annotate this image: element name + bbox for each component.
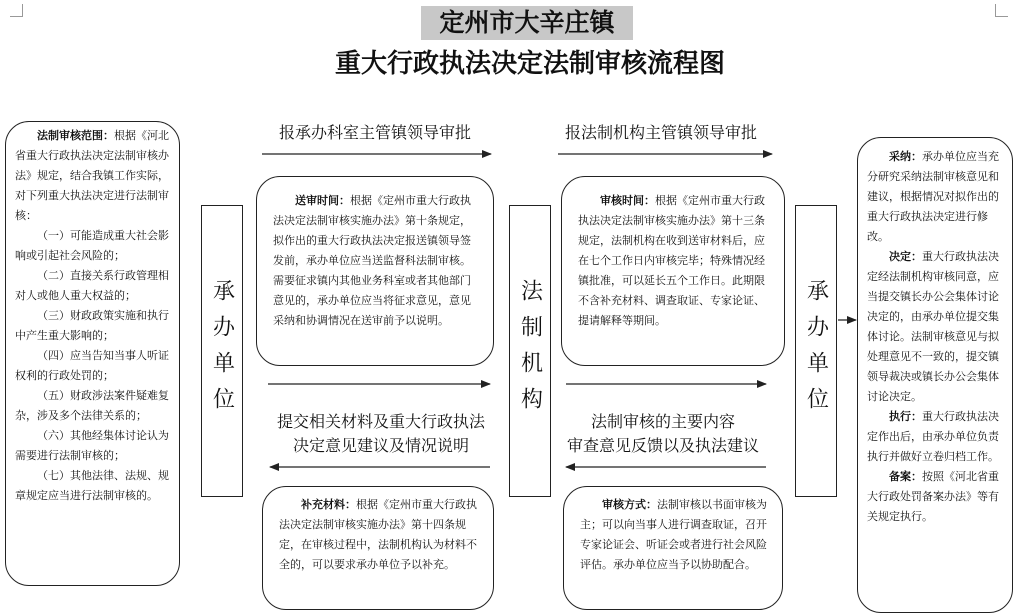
scope-item-1: （一）可能造成重大社会影响或引起社会风险的；	[15, 229, 169, 262]
record-heading: 备案：	[889, 470, 922, 483]
scope-item-3: （三）财政政策实施和执行中产生重大影响的；	[15, 309, 169, 342]
label-submit-dept-leader: 报承办科室主管镇领导审批	[278, 123, 471, 142]
supplement-text: 根据《定州市重大行政执法决定法制审核实施办法》第十四条规定，在审核过程中，法制机构认为材料不全的，可以要求承办单位予以补充。	[279, 498, 477, 571]
title-flowchart: 重大行政执法决定法制审核流程图	[334, 49, 725, 79]
column-undertaking-unit-left-label: 承办单位	[209, 279, 235, 423]
column-undertaking-unit-right-label: 承办单位	[803, 279, 829, 423]
scope-item-5: （五）财政涉法案件疑难复杂，涉及多个法律关系的；	[15, 389, 169, 422]
label-submit-legal-leader: 报法制机构主管镇领导审批	[564, 123, 757, 142]
label-submit-materials-2: 决定意见建议及情况说明	[292, 436, 469, 455]
column-legal-institution-label: 法制机构	[517, 279, 543, 423]
scope-item-4: （四）应当告知当事人听证权利的行政处罚的；	[15, 349, 169, 382]
send-time-text: 根据《定州市重大行政执法决定法制审核实施办法》第十条规定，拟作出的重大行政执法决定报送镇领导签发前，承办单位应当送监督科法制审核。需要征求镇内其他业务科室或者其他部门意见的，承办单位应当将征求意见，意见采纳和协调情况在送审前予以说明。	[273, 194, 471, 327]
review-method-text: 法制审核以书面审核为主；可以向当事人进行调查取证，召开专家论证会、听证会或者进行社会风险评估。承办单位应当予以协助配合。	[580, 498, 767, 571]
execute-heading: 执行：	[889, 410, 922, 423]
review-scope-text: 根据《河北省重大行政执法决定法制审核办法》规定，结合我镇工作实际，对下列重大执法决定进行法制审核：	[15, 129, 169, 222]
adopt-heading: 采纳：	[889, 150, 922, 163]
record-text: 按照《河北省重大行政处罚备案办法》等有关规定执行。	[867, 470, 999, 523]
scope-item-6: （六）其他经集体讨论认为需要进行法制审核的；	[15, 429, 169, 462]
label-submit-materials-1: 提交相关材料及重大行政执法	[276, 412, 485, 431]
adopt-text: 承办单位应当充分研究采纳法制审核意见和建议，根据情况对拟作出的重大行政执法决定进行修改。	[867, 150, 999, 243]
label-review-content-1: 法制审核的主要内容	[590, 412, 735, 431]
send-time-heading: 送审时间：	[295, 194, 350, 207]
execute-text: 重大行政执法决定作出后，由承办单位负责执行并做好立卷归档工作。	[867, 410, 999, 463]
label-review-content-2: 审查意见反馈以及执法建议	[566, 436, 759, 455]
review-time-text: 根据《定州市重大行政执法决定法制审核实施办法》第十三条规定，法制机构在收到送审材料后，应在七个工作日内审核完毕；特殊情况经镇批准，可以延长五个工作日。此期限不含补充材料、调查取证、专家论证、提请解释等期间。	[578, 194, 765, 327]
scope-item-2: （二）直接关系行政管理相对人或他人重大权益的；	[15, 269, 169, 302]
review-scope-heading: 法制审核范围：	[37, 129, 114, 142]
title-town: 定州市大辛庄镇	[421, 6, 633, 40]
review-time-heading: 审核时间：	[600, 194, 655, 207]
decide-text: 重大行政执法决定经法制机构审核同意，应当提交镇长办公会集体讨论决定的，由承办单位提交集体讨论。法制审核意见与拟处理意见不一致的，提交镇领导裁决或镇长办公会集体讨论决定。	[867, 250, 999, 403]
scope-item-7: （七）其他法律、法规、规章规定应当进行法制审核的。	[15, 469, 169, 502]
supplement-heading: 补充材料：	[301, 498, 356, 511]
review-method-heading: 审核方式：	[602, 498, 657, 511]
decide-heading: 决定：	[889, 250, 922, 263]
